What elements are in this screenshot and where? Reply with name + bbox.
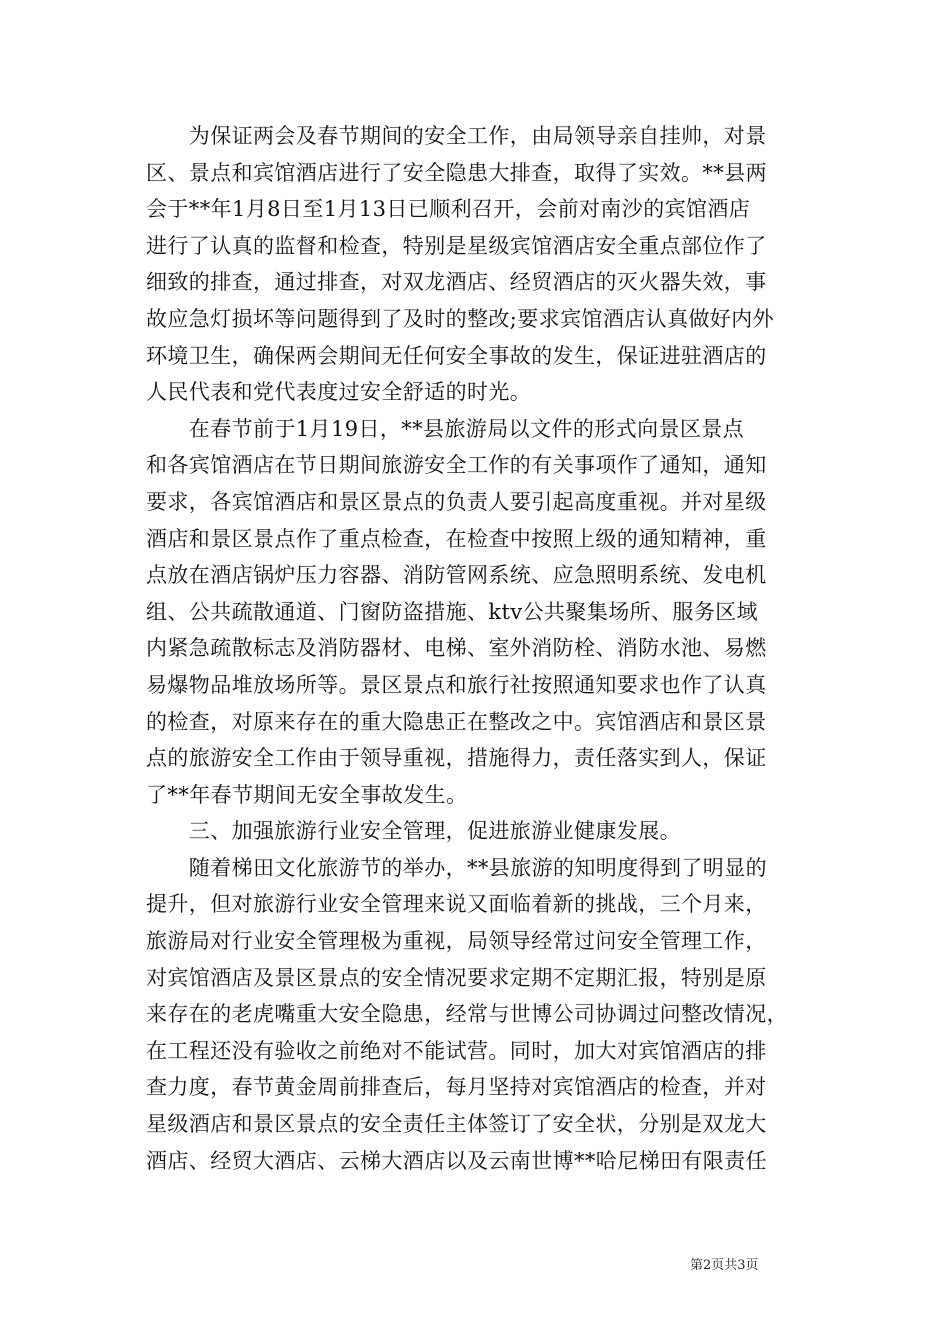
text-line: 三、加强旅游行业安全管理，促进旅游业健康发展。 (146, 819, 681, 844)
text-line: 了**年春节期间无安全事故发生。 (146, 782, 468, 807)
text-line: 查力度，春节黄金周前排查后，每月坚持对宾馆酒店的检查，并对 (146, 1075, 767, 1100)
page-number-footer: 第2页共3页 (690, 1258, 759, 1273)
text-line: 点放在酒店锅炉压力容器、消防管网系统、应急照明系统、发电机 (146, 563, 767, 588)
document-body (146, 118, 806, 1179)
text-line: 点的旅游安全工作由于领导重视，措施得力，责任落实到人，保证 (146, 746, 767, 771)
text-line: 为保证两会及春节期间的安全工作，由局领导亲自挂帅，对景 (146, 124, 767, 148)
text-line: 内紧急疏散标志及消防器材、电梯、室外消防栓、消防水池、易燃 (146, 636, 767, 661)
text-line: 人民代表和党代表度过安全舒适的时光。 (146, 380, 532, 405)
text-line: 会于**年1月8日至1月13日已顺利召开，会前对南沙的宾馆酒店 (146, 197, 751, 222)
text-line: 星级酒店和景区景点的安全责任主体签订了安全状，分别是双龙大 (146, 1112, 767, 1137)
text-line: 的检查，对原来存在的重大隐患正在整改之中。宾馆酒店和景区景 (146, 709, 767, 734)
text-line: 环境卫生，确保两会期间无任何安全事故的发生，保证进驻酒店的 (146, 343, 767, 368)
text-line: 随着梯田文化旅游节的举办，**县旅游的知明度得到了明显的 (146, 855, 767, 880)
text-line: 酒店、经贸大酒店、云梯大酒店以及云南世博**哈尼梯田有限责任 (146, 1148, 767, 1173)
text-line: 组、公共疏散通道、门窗防盗措施、ktv公共聚集场所、服务区域 (146, 599, 759, 624)
text-line: 酒店和景区景点作了重点检查，在检查中按照上级的通知精神，重 (146, 526, 767, 551)
text-line: 区、景点和宾馆酒店进行了安全隐患大排查，取得了实效。**县两 (146, 160, 767, 185)
text-line: 在春节前于1月19日，**县旅游局以文件的形式向景区景点 (146, 416, 745, 441)
text-line: 要求，各宾馆酒店和景区景点的负责人要引起高度重视。并对星级 (146, 489, 767, 514)
text-line: 对宾馆酒店及景区景点的安全情况要求定期不定期汇报，特别是原 (146, 965, 767, 990)
text-line: 来存在的老虎嘴重大安全隐患，经常与世博公司协调过问整改情况， (146, 1002, 788, 1027)
text-line: 在工程还没有验收之前绝对不能试营。同时，加大对宾馆酒店的排 (146, 1038, 767, 1063)
text-line: 进行了认真的监督和检查，特别是星级宾馆酒店安全重点部位作了 (146, 233, 767, 258)
text-line: 故应急灯损坏等问题得到了及时的整改;要求宾馆酒店认真做好内外 (146, 306, 775, 331)
text-line: 易爆物品堆放场所等。景区景点和旅行社按照通知要求也作了认真 (146, 672, 767, 697)
text-line: 旅游局对行业安全管理极为重视，局领导经常过问安全管理工作， (146, 929, 767, 954)
text-line: 和各宾馆酒店在节日期间旅游安全工作的有关事项作了通知，通知 (146, 453, 767, 478)
text-line: 提升，但对旅游行业安全管理来说又面临着新的挑战，三个月来， (146, 892, 767, 917)
text-line: 细致的排查，通过排查，对双龙酒店、经贸酒店的灭火器失效，事 (146, 270, 767, 295)
